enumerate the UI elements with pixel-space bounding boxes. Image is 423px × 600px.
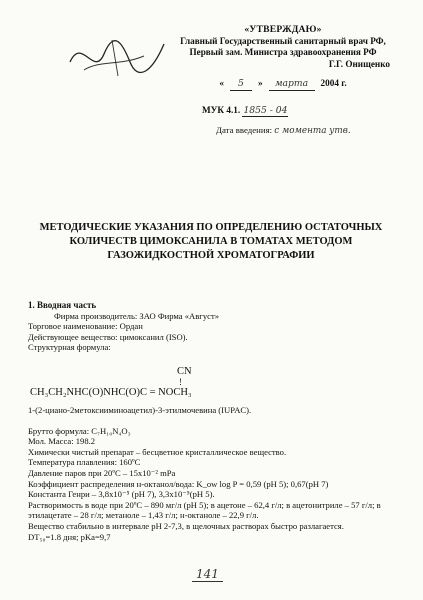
- page-number: 141: [192, 567, 223, 582]
- gross-formula: Брутто формула: C₇H₁₀N₄O₃: [28, 425, 131, 436]
- muk-line: [158, 105, 408, 118]
- document-body: [28, 300, 408, 542]
- intro-date-label: Дата введения:: [216, 125, 273, 135]
- date-month: марта: [269, 78, 315, 91]
- approval-heading: «УТВЕРЖДАЮ»: [244, 24, 322, 35]
- iupac-name: 1-(2-циано-2метоксииминоацетил)-3-этилмочевина (IUPAC).: [28, 404, 252, 415]
- structural-formula: [30, 365, 408, 399]
- trade-name-line: Торговое наименование: Ордан: [28, 321, 143, 332]
- approval-position-1: Главный Государственный санитарный врач РФ,: [180, 35, 386, 46]
- structural-formula-label: Структурная формула:: [28, 342, 111, 353]
- approval-date: [158, 78, 408, 91]
- vapor-pressure-line: Давление паров при 20ºС – 15х10⁻² mPa: [28, 467, 176, 478]
- dt50-line: DT₅₀=1.8 дня; pKa=9,7: [28, 531, 111, 542]
- active-substance-line: Действующее вещество: цимоксанил (ISO).: [28, 331, 188, 342]
- stability-line: Вещество стабильно в интервале pH 2-7,3, в щелочных растворах быстро разлагается.: [28, 520, 344, 531]
- title-line-1: МЕТОДИЧЕСКИЕ УКАЗАНИЯ ПО ОПРЕДЕЛЕНИЮ ОСТАТОЧНЫХ: [39, 222, 383, 233]
- approval-signatory: Г.Г. Онищенко: [328, 58, 390, 69]
- approval-block: [158, 24, 408, 138]
- formula-bond: !: [179, 376, 182, 387]
- date-day: 5: [230, 78, 252, 91]
- intro-date-line: [158, 125, 408, 138]
- date-quote-close: »: [257, 78, 263, 88]
- molecular-mass: Мол. Масса: 198.2: [28, 436, 96, 447]
- date-year: 2004 г.: [320, 78, 347, 88]
- section-heading: 1. Вводная часть: [28, 300, 97, 310]
- formula-cn-group: CN: [177, 365, 192, 377]
- approval-position-2: Первый зам. Министра здравоохранения РФ: [189, 47, 377, 57]
- document-title: [26, 221, 396, 263]
- muk-number: 1855 - 04: [243, 104, 288, 116]
- title-line-2: КОЛИЧЕСТВ ЦИМОКСАНИЛА В ТОМАТАХ МЕТОДОМ: [69, 236, 353, 247]
- intro-date-value: с момента утв.: [274, 126, 351, 136]
- formula-main: CH₃CH₂NHC(O)NHC(O)C = NOCH₃: [30, 386, 192, 398]
- melting-point-line: Температура плавления: 160ºС: [28, 457, 141, 468]
- pure-substance-line: Химически чистый препарат – бесцветное кристаллическое вещество.: [28, 446, 287, 457]
- partition-coefficient-line: Коэффициент распределения н-октанол/вода: K_ow log P = 0,59 (pH 5); 0,67(pH 7): [28, 478, 329, 489]
- solubility-line: Растворимость в воде при 20ºС – 890 мг/л (pH 5); в ацетоне – 62,4 г/л; в ацетонитриле – 57 г/л; в этилацетате – 28 г/л; метаноле – 1,43 г/л; н-октаноле – 22,9 г/л.: [28, 499, 381, 521]
- title-line-3: ГАЗОЖИДКОСТНОЙ ХРОМАТОГРАФИИ: [107, 250, 315, 261]
- muk-label: МУК 4.1.: [202, 104, 241, 115]
- henry-constant-line: Константа Генри – 3,8х10⁻⁵ (pH 7), 3,3х10⁻⁵(pH 5).: [28, 489, 215, 500]
- date-quote-open: «: [219, 78, 224, 88]
- manufacturer-line: Фирма производитель: ЗАО Фирма «Август»: [54, 310, 220, 321]
